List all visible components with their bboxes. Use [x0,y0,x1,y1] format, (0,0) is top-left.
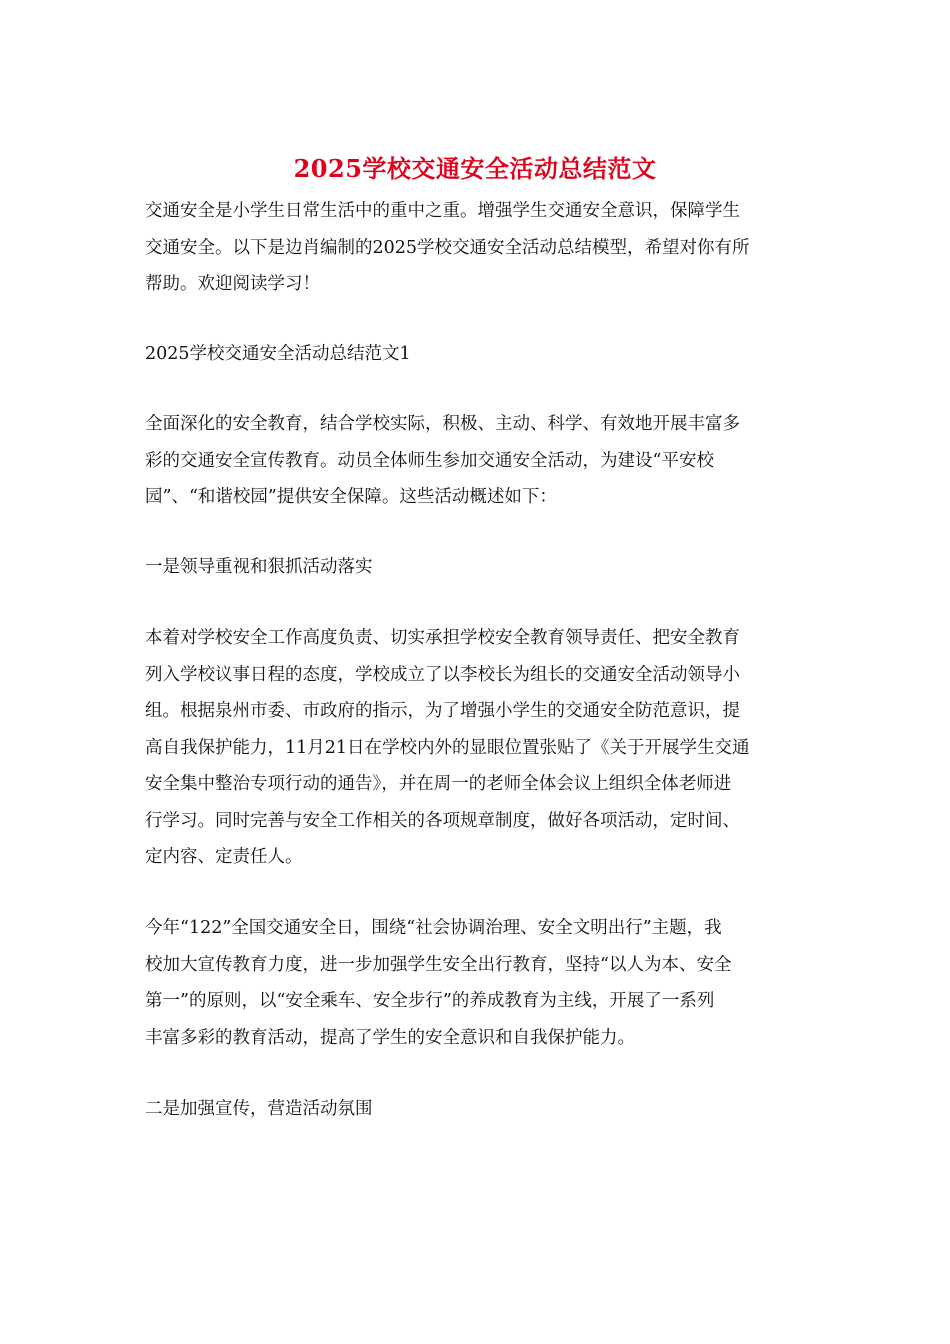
paragraph-line: 一是领导重视和狠抓活动落实 [145,557,373,577]
paragraph-line: 组。根据泉州市委、市政府的指示，为了增强小学生的交通安全防范意识，提 [145,701,740,721]
traffic-day-paragraph [145,910,810,1056]
leadership-paragraph [145,620,810,876]
paragraph-line: 园”、“和谐校园”提供安全保障。这些活动概述如下： [145,487,557,507]
paragraph-line: 交通安全。以下是边肖编制的2025学校交通安全活动总结模型，希望对你有所 [145,237,750,258]
paragraph-line: 第一”的原则，以“安全乘车、安全步行”的养成教育为主线，开展了一系列 [145,991,715,1011]
paragraph-line: 高自我保护能力，11月21日在学校内外的显眼位置张贴了《关于开展学生交通 [145,737,750,758]
paragraph-line: 安全集中整治专项行动的通告》，并在周一的老师全体会议上组织全体老师进 [145,774,732,794]
paragraph-line: 定内容、定责任人。 [145,847,303,867]
paragraph-line: 行学习。同时完善与安全工作相关的各项规章制度，做好各项活动，定时间、 [145,810,740,831]
section-heading-publicity [145,1091,810,1128]
intro-paragraph [145,193,810,303]
paragraph-line: 今年“122”全国交通安全日，围绕“社会协调治理、安全文明出行”主题，我 [145,918,722,938]
paragraph-line: 全面深化的安全教育，结合学校实际，积极、主动、科学、有效地开展丰富多 [145,414,740,434]
paragraph-line: 丰富多彩的教育活动，提高了学生的安全意识和自我保护能力。 [145,1027,635,1048]
paragraph-line: 校加大宣传教育力度，进一步加强学生安全出行教育，坚持“以人为本、安全 [145,954,732,975]
document-title: 2025学校交通安全活动总结范文 [293,154,657,183]
paragraph-line: 帮助。欢迎阅读学习！ [145,274,320,294]
paragraph-line: 列入学校议事日程的态度，学校成立了以李校长为组长的交通安全活动领导小 [145,664,740,685]
section-heading-sample-1 [145,336,810,373]
paragraph-line: 2025学校交通安全活动总结范文1 [145,344,411,364]
overview-paragraph [145,406,810,516]
paragraph-line: 彩的交通安全宣传教育。动员全体师生参加交通安全活动，为建设“平安校 [145,450,714,471]
paragraph-line: 二是加强宣传，营造活动氛围 [145,1099,373,1119]
section-heading-leadership [145,549,810,586]
paragraph-line: 本着对学校安全工作高度负责、切实承担学校安全教育领导责任、把安全教育 [145,628,740,648]
paragraph-line: 交通安全是小学生日常生活中的重中之重。增强学生交通安全意识，保障学生 [145,201,740,221]
